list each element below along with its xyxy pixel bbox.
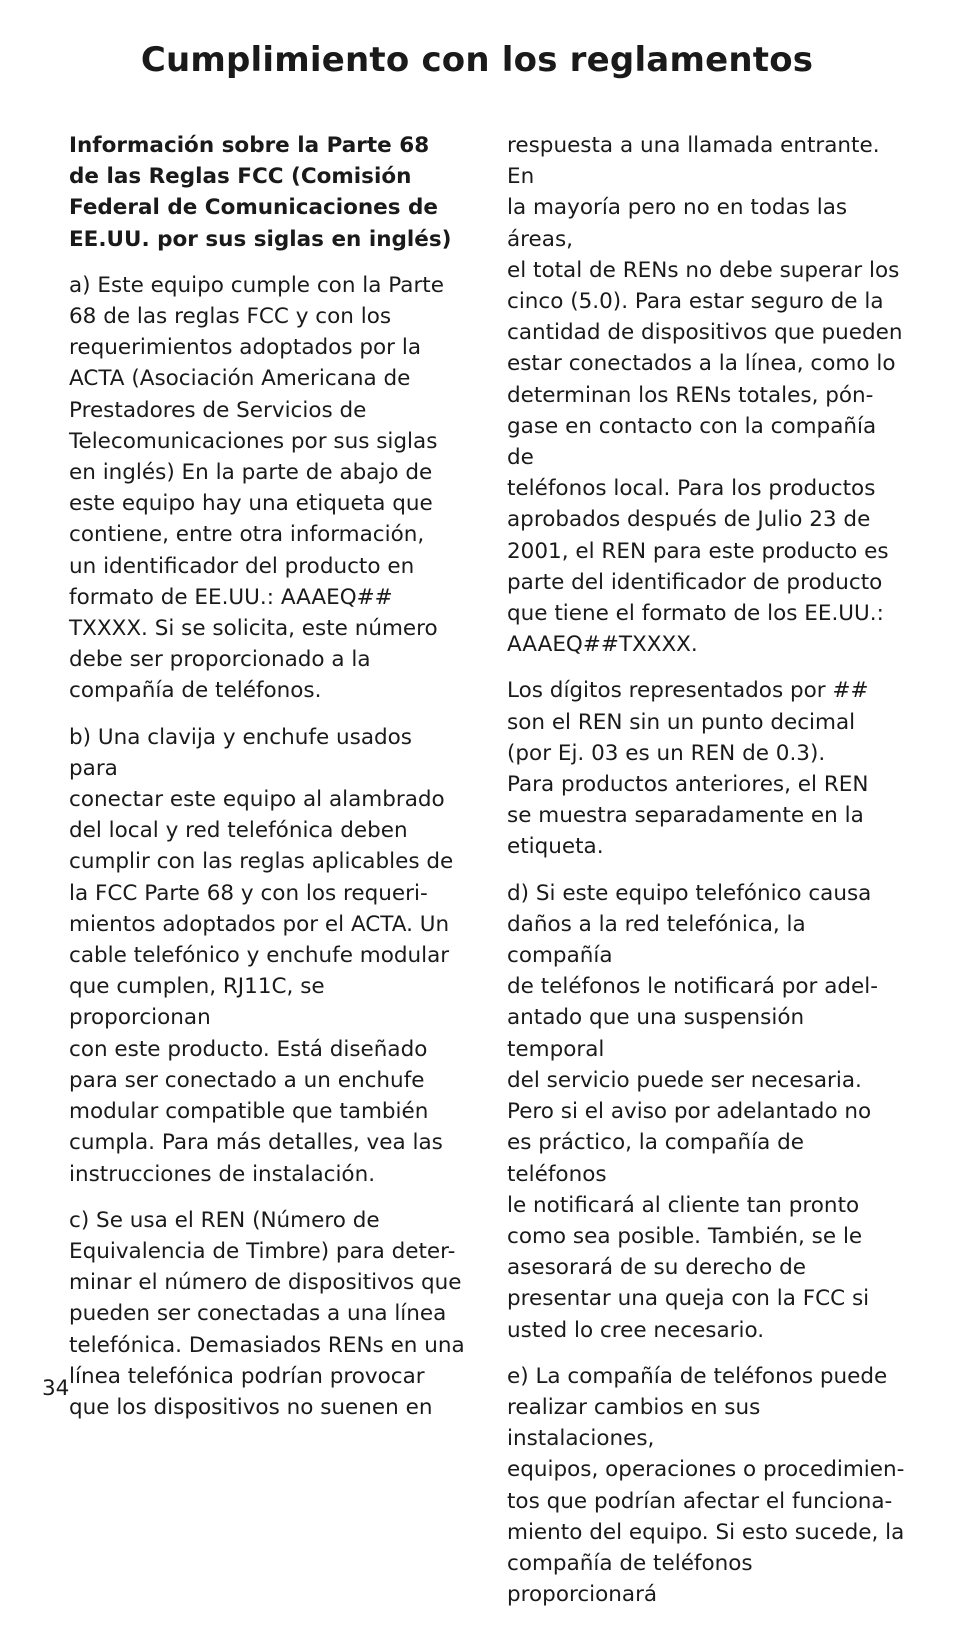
paragraph-digits: Los dígitos representados por ## son el REN sin un punto decimal (por Ej. 03 es un REN de 0.3). Para productos anteriores, el REN se muestra separadamente en la etiqueta. bbox=[507, 678, 869, 860]
paragraph-a: a) Este equipo cumple con la Parte 68 de las reglas FCC y con los requerimientos adoptados por la ACTA (Asociación Americana de Prestadores de Servicios de Telecomunicaciones por sus siglas en inglés) En la parte de abajo de este equipo hay una etiqueta que contiene, entre otra información, un identificador del producto en formato de EE.UU.: AAAEQ## TXXXX. Si se solicita, este número debe ser proporcionado a la compañía de teléfonos. bbox=[69, 272, 444, 704]
paragraph-d: d) Si este equipo telefónico causa daños a la red telefónica, la compañía de teléfonos le notificará por adel- antado que una suspensión temporal del servicio puede ser necesaria. Pero si el aviso por adelantado no es práctico, la compañía de teléfonos le notificará al cliente tan pronto como sea posible. También, se le asesorará de su derecho de presentar una queja con la FCC si usted lo cree necesario. bbox=[507, 880, 878, 1343]
left-column bbox=[69, 130, 467, 1438]
paragraph-b: b) Una clavija y enchufe usados para conectar este equipo al alambrado del local y red telefónica deben cumplir con las reglas aplicables de la FCC Parte 68 y con los requeri- mientos adoptados por el ACTA. Un cable telefónico y enchufe modular que cumplen, RJ11C, se proporcionan con este producto. Está diseñado para ser conectado a un enchufe modular compatible que también cumpla. Para más detalles, vea las instrucciones de instalación. bbox=[69, 724, 454, 1187]
page-title: Cumplimiento con los reglamentos bbox=[140, 40, 814, 80]
section-heading: Información sobre la Parte 68 de las Reglas FCC (Comisión Federal de Comunicaciones de EE.UU. por sus siglas en inglés) bbox=[69, 133, 452, 252]
paragraph-c: c) Se usa el REN (Número de Equivalencia de Timbre) para deter- minar el número de dispositivos que pueden ser conectadas a una línea telefónica. Demasiados RENs en una línea telefónica podrían provocar que los dispositivos no suenen en bbox=[69, 1207, 465, 1420]
paragraph-c-continued: respuesta a una llamada entrante. En la mayoría pero no en todas las áreas, el total de RENs no debe superar los cinco (5.0). Para estar seguro de la cantidad de dispositivos que pueden estar conectados a la línea, como lo determinan los RENs totales, pón- gase en contacto con la compañía de teléfonos local. Para los productos aprobados después de Julio 23 de 2001, el REN para este producto es parte del identificador de producto que tiene el formato de los EE.UU.: AAAEQ##TXXXX. bbox=[507, 133, 903, 658]
paragraph-e: e) La compañía de teléfonos puede realizar cambios en sus instalaciones, equipos, operaciones o procedimien- tos que podrían afectar el funciona- miento del equipo. Si esto sucede, la compañía de teléfonos proporcionará bbox=[507, 1363, 905, 1608]
page-number: 34 bbox=[42, 1376, 70, 1401]
right-column bbox=[507, 130, 905, 1625]
